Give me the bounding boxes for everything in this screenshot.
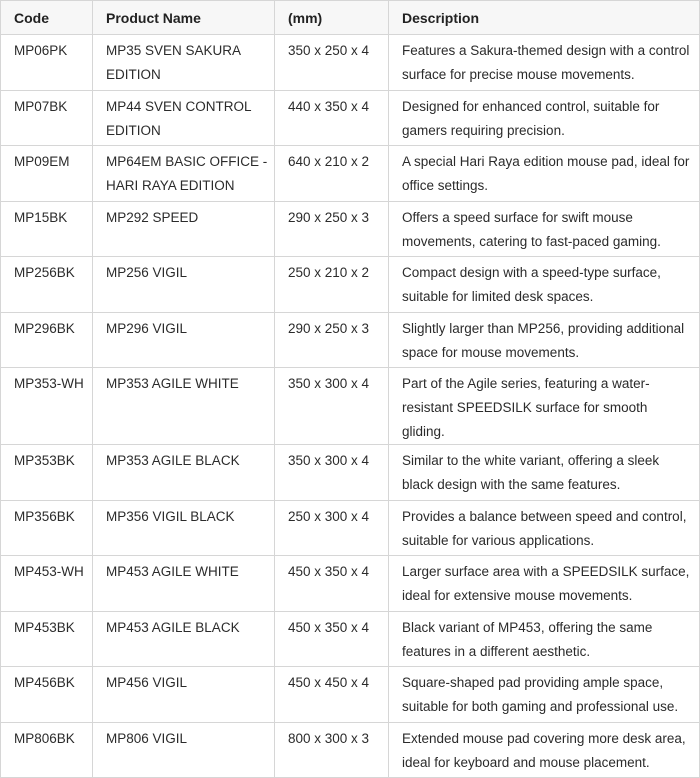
cell-code: MP06PK [1,35,93,91]
table-row [1,312,700,368]
cell-dimensions: 350 x 300 x 4 [275,445,389,501]
header-description: Description [389,1,700,35]
cell-product-name: MP353 AGILE BLACK [93,445,275,501]
table-row [1,201,700,257]
cell-dimensions: 450 x 350 x 4 [275,611,389,667]
cell-code: MP09EM [1,146,93,202]
cell-dimensions: 250 x 210 x 2 [275,257,389,313]
cell-dimensions: 250 x 300 x 4 [275,500,389,556]
cell-dimensions: 640 x 210 x 2 [275,146,389,202]
table-row [1,35,700,91]
cell-product-name: MP353 AGILE WHITE [93,368,275,445]
cell-code: MP353BK [1,445,93,501]
cell-description: Slightly larger than MP256, providing additional space for mouse movements. [389,312,700,368]
header-dimensions: (mm) [275,1,389,35]
table-row [1,722,700,778]
table-body [1,35,700,778]
table-row [1,611,700,667]
cell-code: MP256BK [1,257,93,313]
cell-product-name: MP356 VIGIL BLACK [93,500,275,556]
cell-dimensions: 800 x 300 x 3 [275,722,389,778]
cell-code: MP15BK [1,201,93,257]
cell-product-name: MP292 SPEED [93,201,275,257]
cell-product-name: MP64EM BASIC OFFICE - HARI RAYA EDITION [93,146,275,202]
cell-product-name: MP296 VIGIL [93,312,275,368]
cell-product-name: MP456 VIGIL [93,667,275,723]
cell-description: Provides a balance between speed and control, suitable for various applications. [389,500,700,556]
cell-description: Similar to the white variant, offering a sleek black design with the same features. [389,445,700,501]
table-row [1,146,700,202]
header-code: Code [1,1,93,35]
cell-code: MP353-WH [1,368,93,445]
cell-product-name: MP44 SVEN CONTROL EDITION [93,90,275,146]
cell-product-name: MP453 AGILE WHITE [93,556,275,612]
cell-description: Compact design with a speed-type surface, suitable for limited desk spaces. [389,257,700,313]
header-product-name: Product Name [93,1,275,35]
cell-dimensions: 350 x 300 x 4 [275,368,389,445]
cell-description: Larger surface area with a SPEEDSILK surface, ideal for extensive mouse movements. [389,556,700,612]
cell-description: Extended mouse pad covering more desk area, ideal for keyboard and mouse placement. [389,722,700,778]
cell-code: MP07BK [1,90,93,146]
table-row [1,445,700,501]
cell-description: Part of the Agile series, featuring a water-resistant SPEEDSILK surface for smooth gliding. [389,368,700,445]
cell-dimensions: 290 x 250 x 3 [275,312,389,368]
cell-code: MP296BK [1,312,93,368]
cell-dimensions: 440 x 350 x 4 [275,90,389,146]
table-row [1,667,700,723]
table-row [1,500,700,556]
table-row [1,90,700,146]
cell-product-name: MP453 AGILE BLACK [93,611,275,667]
cell-description: Designed for enhanced control, suitable for gamers requiring precision. [389,90,700,146]
cell-code: MP453BK [1,611,93,667]
cell-code: MP453-WH [1,556,93,612]
cell-dimensions: 350 x 250 x 4 [275,35,389,91]
cell-code: MP356BK [1,500,93,556]
cell-description: Features a Sakura-themed design with a control surface for precise mouse movements. [389,35,700,91]
header-row [1,1,700,35]
table-row [1,368,700,445]
cell-dimensions: 450 x 450 x 4 [275,667,389,723]
cell-code: MP456BK [1,667,93,723]
cell-description: Black variant of MP453, offering the same features in a different aesthetic. [389,611,700,667]
cell-description: Square-shaped pad providing ample space, suitable for both gaming and professional use. [389,667,700,723]
cell-dimensions: 450 x 350 x 4 [275,556,389,612]
cell-code: MP806BK [1,722,93,778]
cell-product-name: MP256 VIGIL [93,257,275,313]
table-header [1,1,700,35]
cell-product-name: MP806 VIGIL [93,722,275,778]
cell-product-name: MP35 SVEN SAKURA EDITION [93,35,275,91]
table-row [1,257,700,313]
cell-dimensions: 290 x 250 x 3 [275,201,389,257]
cell-description: A special Hari Raya edition mouse pad, ideal for office settings. [389,146,700,202]
cell-description: Offers a speed surface for swift mouse movements, catering to fast-paced gaming. [389,201,700,257]
table-row [1,556,700,612]
